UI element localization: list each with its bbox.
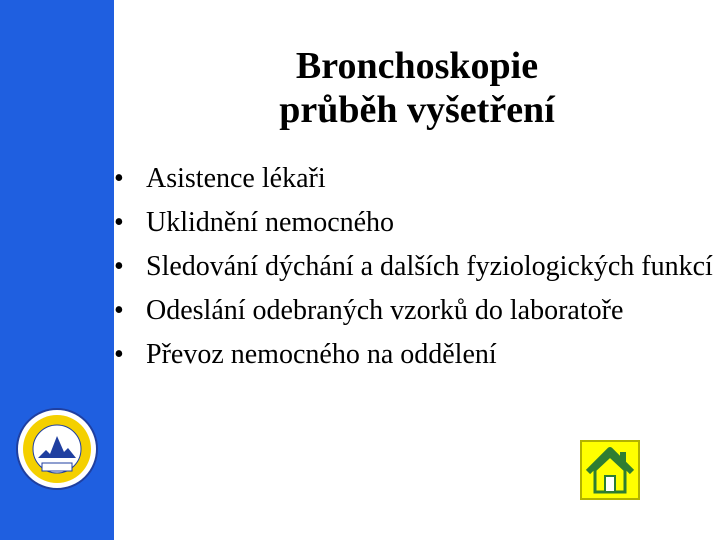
bullet-icon — [114, 206, 136, 240]
bullet-item — [114, 162, 714, 196]
slide-title-line2: průběh vyšetření — [279, 89, 555, 131]
bullet-icon — [114, 162, 136, 196]
home-button[interactable] — [580, 440, 640, 500]
bullet-text: Převoz nemocného na oddělení — [146, 339, 497, 370]
bullet-item — [114, 250, 714, 284]
bullet-icon — [114, 338, 136, 372]
bullet-item — [114, 338, 714, 372]
slide-title — [114, 44, 720, 132]
home-icon — [582, 442, 638, 498]
bullet-item — [114, 294, 714, 328]
bullet-text: Uklidnění nemocného — [146, 207, 395, 238]
bullet-icon — [114, 250, 136, 284]
school-logo — [16, 408, 98, 490]
slide-title-line1: Bronchoskopie — [295, 45, 539, 87]
bullet-text: Sledování dýchání a dalších fyziologických funkcí — [146, 251, 713, 282]
bullet-text: Odeslání odebraných vzorků do laboratoře — [146, 295, 624, 326]
bullet-icon — [114, 294, 136, 328]
bullet-text: Asistence lékaři — [146, 163, 326, 194]
bullet-list — [114, 162, 714, 382]
bullet-item — [114, 206, 714, 240]
